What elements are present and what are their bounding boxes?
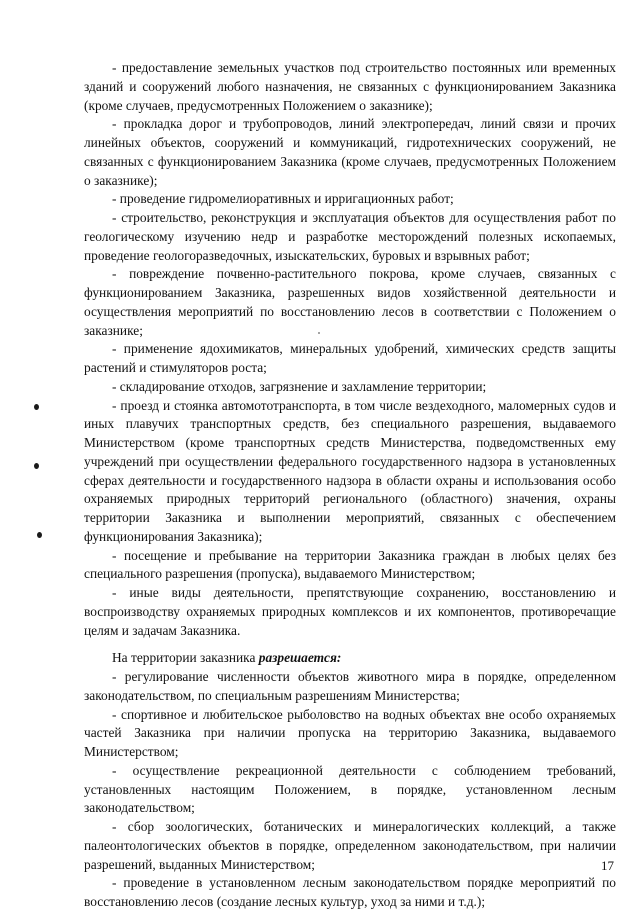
page-number: 17 (601, 858, 614, 873)
scan-artifact-dot (34, 463, 39, 469)
prohibited-item: - складирование отходов, загрязнение и захламление территории; (112, 378, 487, 394)
allowed-item: - сбор зоологических, ботанических и минералогических коллекций, а также палеонтологических объектов в порядке, определенном законодательством, при наличии разрешений, выданных Министерством; (84, 819, 616, 872)
prohibited-item: - иные виды деятельности, препятствующие сохранению, восстановлению и воспроизводству охраняемых природных комплексов и их компонентов, противоречащие целям и задачам Заказника. (84, 585, 616, 638)
scan-artifact-dot (34, 404, 39, 410)
allowed-item: - регулирование численности объектов животного мира в порядке, определенном законодательством, по специальным разрешениям Министерства; (84, 669, 616, 703)
prohibited-item: - строительство, реконструкция и эксплуатация объектов для осуществления работ по геологическому изучению недр и разработке месторождений полезных ископаемых, проведение геологоразведочных, изыскательских, буровых и взрывных работ; (84, 210, 616, 263)
prohibited-item: - посещение и пребывание на территории Заказника граждан в любых целях без специального разрешения (пропуска), выдаваемого Министерством; (84, 547, 616, 582)
prohibited-item: - предоставление земельных участков под строительство постоянных или временных зданий и сооружений любого назначения, не связанных с функционированием Заказника (кроме случаев, предусмотренных Положением о заказнике); (84, 60, 616, 113)
allowed-intro (84, 649, 616, 668)
prohibited-item: - проведение гидромелиоративных и ирригационных работ; (112, 191, 454, 207)
allowed-item: - осуществление рекреационной деятельности с соблюдением требований, установленных настоящим Положением, в порядке, установленном лесным законодательством; (84, 762, 616, 816)
allowed-intro-text: На территории заказника (112, 650, 259, 666)
allowed-item: - проведение в установленном лесным законодательством порядке мероприятий по восстановлению лесов (создание лесных культур, уход за ними и т.д.); (84, 875, 616, 909)
prohibited-item: - проезд и стоянка автомототранспорта, в том числе вездеходного, маломерных судов и иных плавучих транспортных средств, без специального разрешения, выдаваемого Министерством (кроме транспортных средств Министерства, подведомственных ему учреждений при осуществлении федерального государственного надзора в установленных сферах деятельности и государственного надзора в области охраны и использования особо охраняемых природных территорий регионального (областного) значения, охраны территории Заказника и выполнении мероприятий, связанных с обеспечением функционирования Заказника); (84, 397, 616, 544)
allowed-item: - спортивное и любительское рыболовство на водных объектах вне особо охраняемых частей Заказника при наличии пропуска на территорию Заказника, выдаваемого Министерством; (84, 706, 616, 759)
allowed-intro-emphasis: разрешается: (258, 650, 342, 666)
document-body (84, 59, 616, 912)
prohibited-item: - повреждение почвенно-растительного покрова, кроме случаев, связанных с функционированием Заказника, разрешенных видов хозяйственной деятельности и осуществления мероприятий по восстановлению лесов в соответствии с Положением о заказнике; (84, 266, 616, 338)
scan-artifact-dot (37, 532, 42, 538)
prohibited-item: - прокладка дорог и трубопроводов, линий электропередач, линий связи и прочих линейных объектов, сооружений и коммуникаций, гидротехнических сооружений, не связанных с функционированием Заказника (кроме случаев, предусмотренных Положением о заказнике); (84, 116, 616, 188)
prohibited-item: - применение ядохимикатов, минеральных удобрений, химических средств защиты растений и стимуляторов роста; (84, 341, 616, 375)
